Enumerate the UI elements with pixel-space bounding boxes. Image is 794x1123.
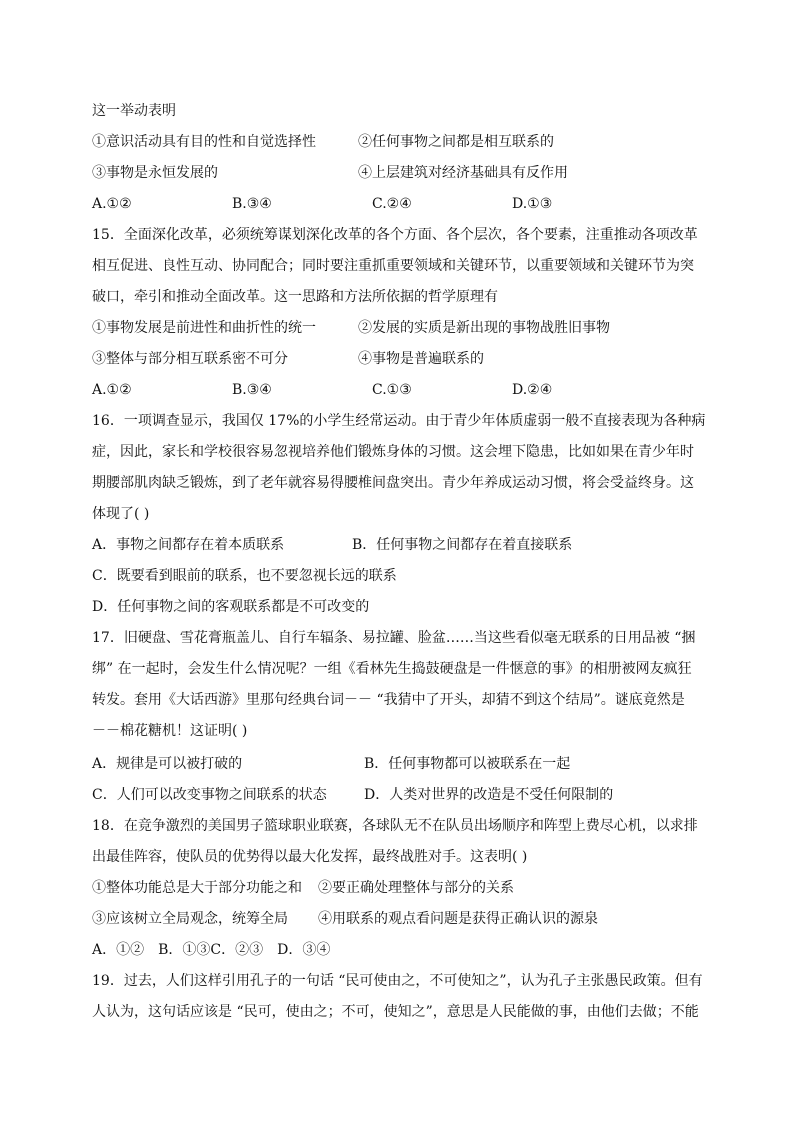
answer-choices-row [92, 785, 712, 805]
answer-choices-row [92, 380, 712, 400]
options-row [92, 878, 712, 898]
choice-d: D.②④ [512, 382, 553, 398]
option-4: ④事物是普遍联系的 [358, 351, 484, 367]
option-1: ①整体功能总是大于部分功能之和 [92, 880, 302, 896]
choice-c: C．人们可以改变事物之间联系的状态 [92, 787, 327, 803]
question-17-text: 转发。套用《大话西游》里那句经典台词－－ “我猜中了开头，却猜不到这个结局”。谜底竟然是 [92, 692, 685, 708]
question-15-text: 破口，牵引和推动全面改革。这一思路和方法所依据的哲学原理有 [92, 289, 498, 305]
choice-a: A.①② [92, 196, 132, 212]
choice-d: D．任何事物之间的客观联系都是不可改变的 [92, 599, 370, 615]
answer-choices-row [92, 535, 712, 555]
options-row [92, 163, 712, 183]
choice-d: D.①③ [512, 196, 553, 212]
option-1: ①意识活动具有目的性和自觉选择性 [92, 134, 316, 150]
question-16-text: 体现了( ) [92, 506, 150, 522]
choice-b: B.③④ [232, 382, 272, 398]
options-row [92, 318, 712, 338]
option-3: ③事物是永恒发展的 [92, 165, 218, 181]
choice-c: C.①③ [372, 382, 412, 398]
choice-a: A．规律是可以被打破的 [92, 756, 243, 772]
choice-b: B．任何事物都可以被联系在一起 [364, 756, 571, 772]
option-1: ①事物发展是前进性和曲折性的统一 [92, 320, 316, 336]
question-17-text: －－棉花糖机！这证明( ) [92, 723, 248, 739]
question-19-text: 19．过去，人们这样引用孔子的一句话 “民可使由之，不可使知之”，认为孔子主张愚民政策。但有 [92, 973, 703, 989]
choice-a: A．事物之间都存在着本质联系 [92, 537, 285, 553]
question-16-text: 症，因此，家长和学校很容易忽视培养他们锻炼身体的习惯。这会埋下隐患，比如如果在青少年时 [92, 444, 694, 460]
question-17-text: 17．旧硬盘、雪花膏瓶盖儿、自行车辐条、易拉罐、脸盆……当这些看似毫无联系的日用品被 “捆 [92, 630, 696, 646]
option-3: ③应该树立全局观念，统筹全局 [92, 911, 288, 927]
text-line: 这一举动表明 [92, 103, 176, 119]
option-2: ②发展的实质是新出现的事物战胜旧事物 [358, 320, 610, 336]
question-18-text: 出最佳阵容，使队员的优势得以最大化发挥，最终战胜对手。这表明( ) [92, 849, 528, 865]
choice-c: C．既要看到眼前的联系，也不要忽视长远的联系 [92, 568, 397, 584]
question-19-text: 人认为，这句话应该是 “民可，使由之；不可，使知之”，意思是人民能做的事，由他们去做；不能 [92, 1004, 699, 1020]
choice-a: A.①② [92, 382, 132, 398]
choice-c: C.②④ [372, 196, 412, 212]
option-4: ④上层建筑对经济基础具有反作用 [358, 165, 568, 181]
question-15-text: 15．全面深化改革，必须统筹谋划深化改革的各个方面、各个层次，各个要素，注重推动各项改革 [92, 227, 698, 243]
choice-b: B.③④ [232, 196, 272, 212]
answer-choices-row [92, 194, 712, 214]
choice-b: B．任何事物之间都存在着直接联系 [352, 537, 573, 553]
question-18-text: 18．在竞争激烈的美国男子篮球职业联赛，各球队无不在队员出场顺序和阵型上费尽心机，以求排 [92, 818, 698, 834]
option-3: ③整体与部分相互联系密不可分 [92, 351, 288, 367]
question-17-text: 绑” 在一起时，会发生什么情况呢？一组《看林先生捣鼓硬盘是一件惬意的事》的相册被网友疯狂 [92, 661, 692, 677]
options-row [92, 132, 712, 152]
option-2: ②要正确处理整体与部分的关系 [318, 880, 514, 896]
options-row [92, 349, 712, 369]
option-4: ④用联系的观点看问题是获得正确认识的源泉 [318, 911, 598, 927]
question-16-text: 16．一项调查显示，我国仅 17%的小学生经常运动。由于青少年体质虚弱一般不直接表现为各种病 [92, 413, 706, 429]
option-2: ②任何事物之间都是相互联系的 [358, 134, 554, 150]
answer-choices-row [92, 754, 712, 774]
question-15-text: 相互促进、良性互动、协同配合；同时要注重抓重要领域和关键环节，以重要领域和关键环节为突 [92, 258, 694, 274]
answer-choices-row: A．①② B．①③C．②③ D．③④ [92, 942, 331, 958]
choice-d: D．人类对世界的改造是不受任何限制的 [364, 787, 614, 803]
question-16-text: 期腰部肌肉缺乏锻炼，到了老年就容易得腰椎间盘突出。青少年养成运动习惯，将会受益终身。这 [92, 475, 694, 491]
options-row [92, 909, 712, 929]
